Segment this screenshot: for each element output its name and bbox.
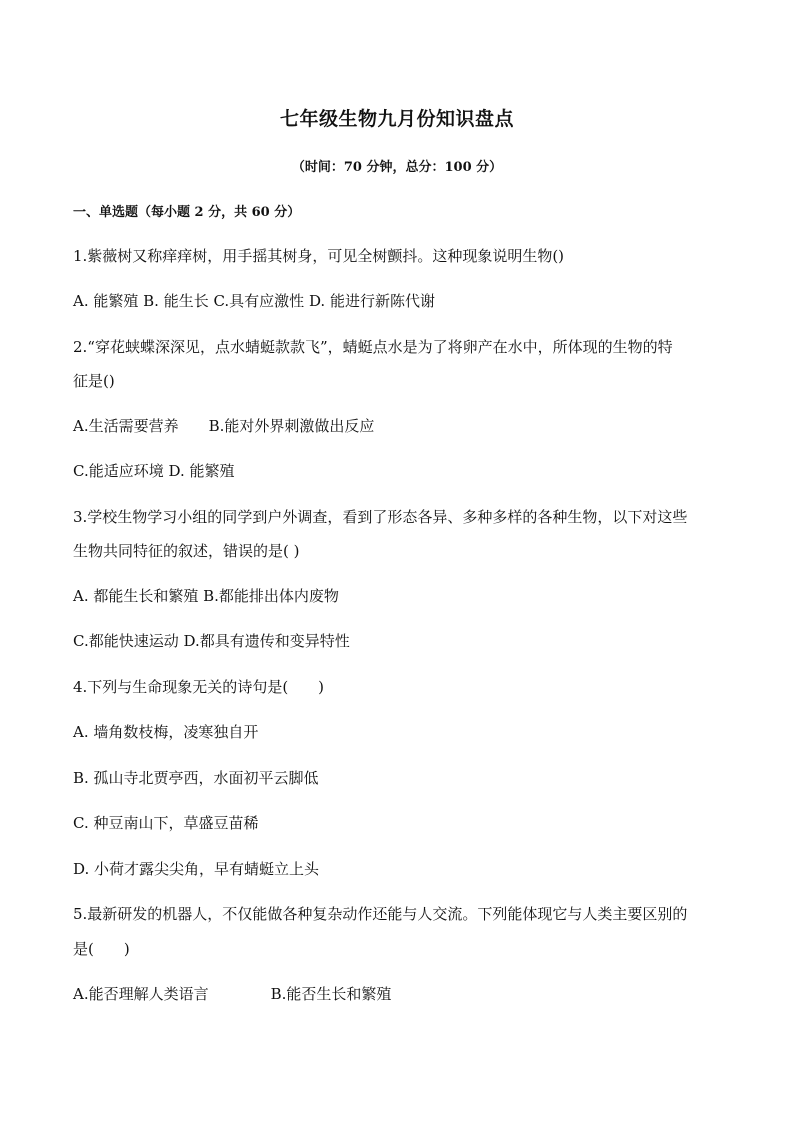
question-3-options-row-2: C.都能快速运动 D.都具有遗传和变异特性 [73,632,350,650]
section-heading: 一、单选题（每小题 2 分，共 60 分） [73,205,301,220]
page-title: 七年级生物九月份知识盘点 [279,108,514,130]
question-3-stem-line-2: 生物共同特征的叙述，错误的是( ) [73,542,300,560]
question-1-stem: 1.紫薇树又称痒痒树，用手摇其树身，可见全树颤抖。这种现象说明生物() [73,247,565,265]
question-2-stem-line-1: 2.“穿花蛱蝶深深见，点水蜻蜓款款飞”，蜻蜓点水是为了将卵产在水中，所体现的生物的特 [73,338,673,356]
question-5-option-b: B.能否生长和繁殖 [270,985,392,1003]
question-5-options-row-1 [73,983,723,1004]
question-2-option-b: B.能对外界刺激做出反应 [208,417,375,435]
question-4-option-d: D. 小荷才露尖尖角，早有蜻蜓立上头 [73,860,320,878]
question-4-option-c: C. 种豆南山下，草盛豆苗稀 [73,814,259,832]
question-2-option-a: A.生活需要营养 [73,417,179,435]
question-2-options-row-1 [73,415,723,436]
exam-meta: （时间：70 分钟，总分：100 分） [291,160,503,175]
question-5-stem-line-1: 5.最新研发的机器人，不仅能做各种复杂动作还能与人交流。下列能体现它与人类主要区别的 [73,905,688,923]
question-3-options-row-1: A. 都能生长和繁殖 B.都能排出体内废物 [73,587,339,605]
question-5-option-a: A.能否理解人类语言 [73,985,209,1003]
question-4-option-a: A. 墙角数枝梅，凌寒独自开 [73,723,259,741]
question-1-options: A. 能繁殖 B. 能生长 C.具有应激性 D. 能进行新陈代谢 [73,292,435,310]
question-5-stem-line-2: 是( ) [73,940,130,958]
question-2-options-row-2: C.能适应环境 D. 能繁殖 [73,462,235,480]
question-4-stem: 4.下列与生命现象无关的诗句是( ) [73,678,325,696]
question-3-stem-line-1: 3.学校生物学习小组的同学到户外调查，看到了形态各异、多种多样的各种生物，以下对这些 [73,508,688,526]
question-4-option-b: B. 孤山寺北贾亭西，水面初平云脚低 [73,769,319,787]
question-2-stem-line-2: 征是() [73,372,115,390]
